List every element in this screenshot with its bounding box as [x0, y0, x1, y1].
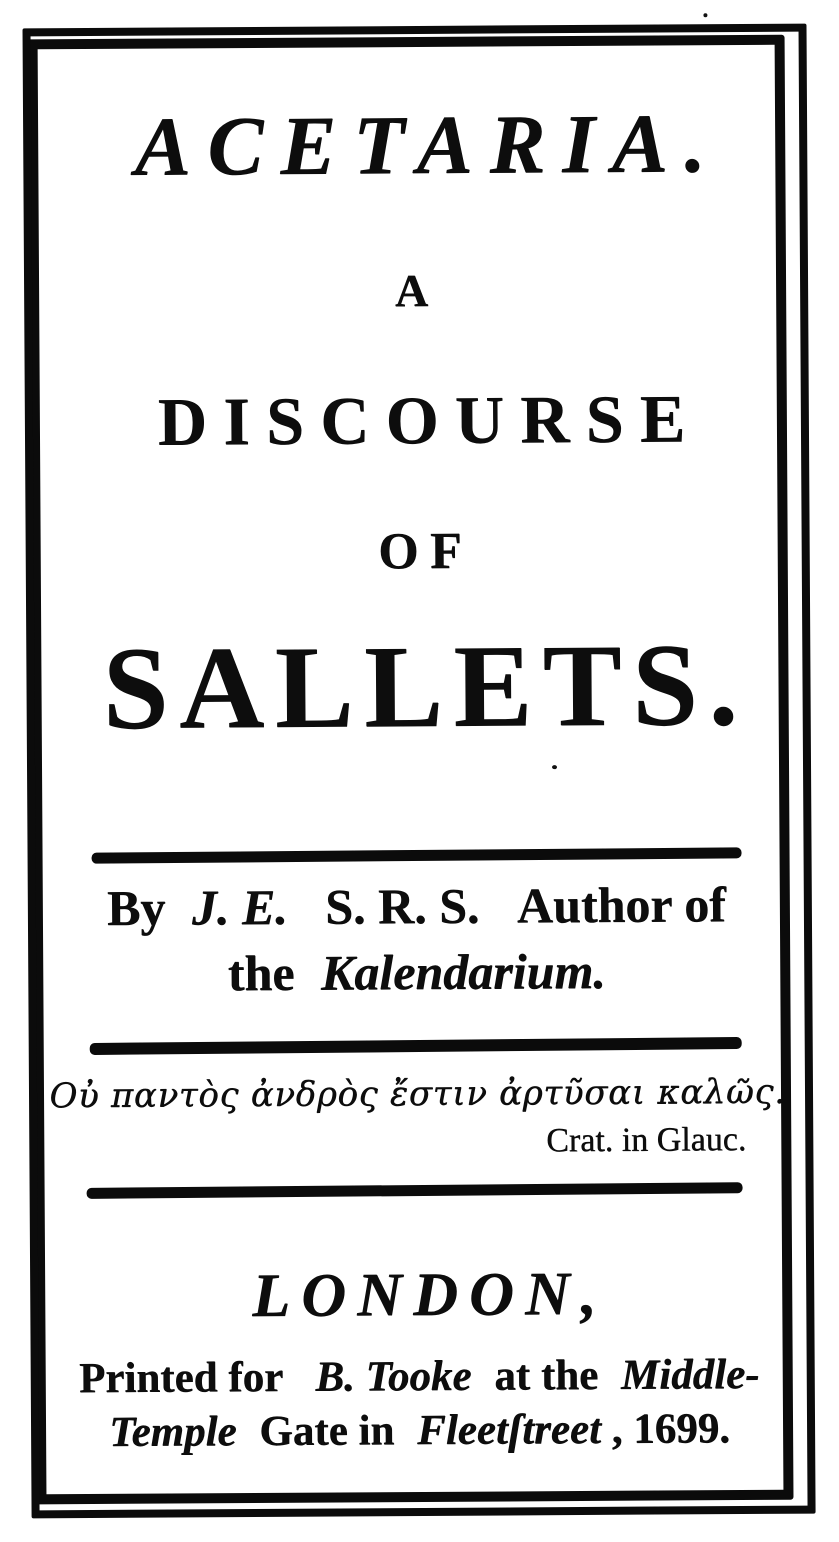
imprint-line-1: [0, 1347, 839, 1406]
ink-speck: [552, 765, 557, 769]
royal-society-initials: S. R. S.: [325, 877, 480, 935]
by-label: By: [106, 879, 166, 936]
printed-for-label: Printed for: [78, 1353, 284, 1403]
byline: [0, 870, 836, 1007]
sallets-title: SALLETS.: [102, 618, 749, 754]
discourse-label: DISCOURSE: [157, 380, 702, 460]
at-the-label: at the: [494, 1351, 599, 1400]
byline-line-1: [0, 870, 836, 941]
book-title: ACETARIA.: [134, 97, 723, 194]
epigraph-attribution: Crat. in Glauc.: [546, 1120, 747, 1160]
byline-line-2: [0, 936, 836, 1007]
year-label: , 1699.: [611, 1405, 731, 1453]
gate-in-label: Gate in: [259, 1407, 395, 1455]
publisher-name: B. Tooke: [315, 1352, 472, 1401]
the-label: the: [227, 944, 295, 1002]
ink-speck: [703, 13, 707, 17]
imprint-line-2: [0, 1401, 839, 1460]
city-name: LONDON,: [252, 1259, 608, 1331]
kalendarium-title: Kalendarium.: [320, 942, 606, 1001]
temple-label: Temple: [109, 1408, 237, 1456]
author-initials: J. E.: [191, 878, 288, 936]
of-label: OF: [377, 522, 474, 581]
greek-epigraph: Οὐ παντὸς ἀνδρὸς ἔστιν ἀρτῦσαι καλῶς.: [49, 1071, 786, 1117]
imprint: [0, 1347, 839, 1460]
author-of-label: Author of: [516, 876, 726, 934]
middle-label: Middle-: [620, 1350, 760, 1399]
street-name: Fleetſtreet: [416, 1405, 602, 1455]
article-label: A: [394, 264, 431, 317]
